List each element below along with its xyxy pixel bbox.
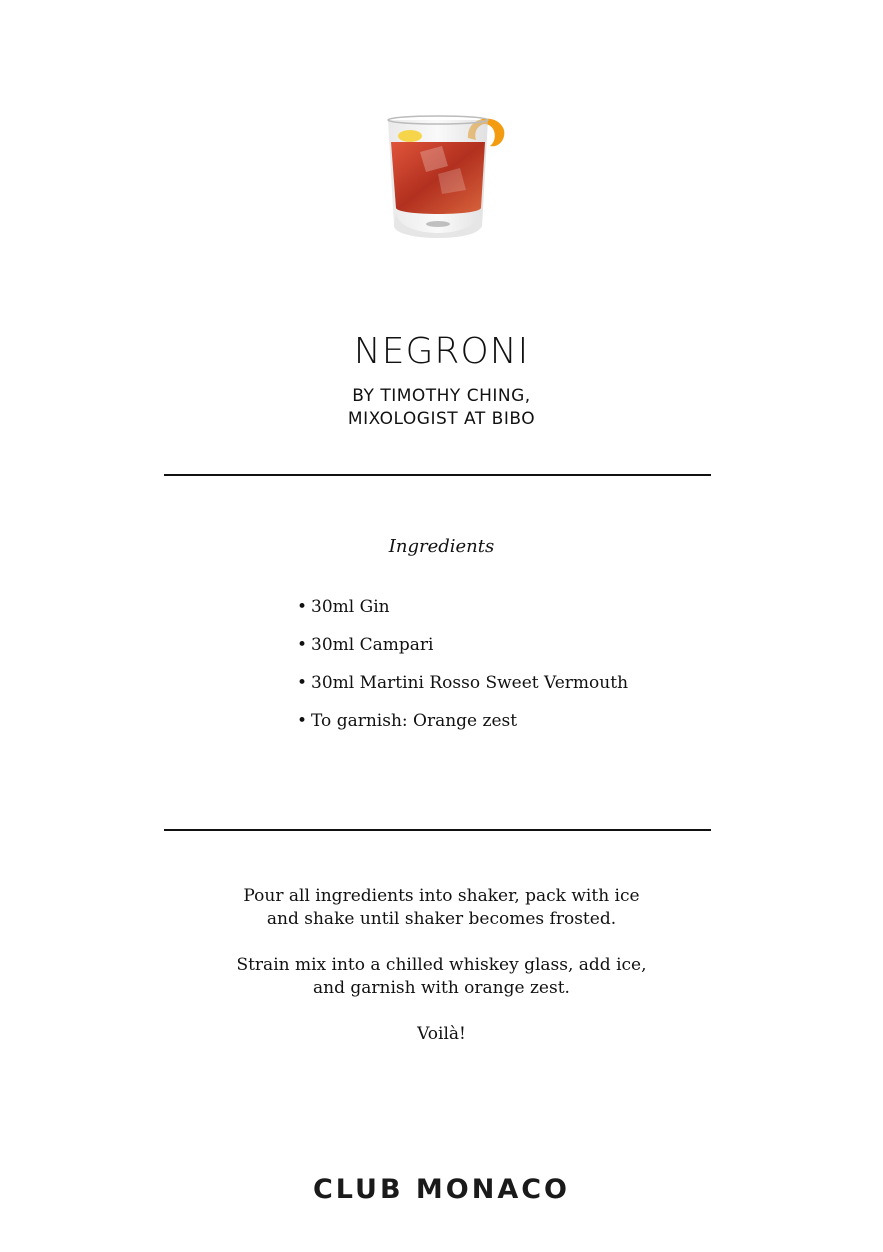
method-line: Strain mix into a chilled whiskey glass, add ice, xyxy=(236,955,647,975)
bullet-icon: • xyxy=(297,673,308,693)
bullet-icon: • xyxy=(297,635,308,655)
divider xyxy=(164,829,711,831)
page-title: NEGRONI xyxy=(353,331,530,372)
list-item xyxy=(297,594,628,632)
ingredients-list xyxy=(297,594,628,746)
method-step xyxy=(0,885,883,931)
ingredient-text: 30ml Martini Rosso Sweet Vermouth xyxy=(311,673,629,693)
divider xyxy=(164,474,711,476)
ingredients-heading: Ingredients xyxy=(388,536,495,557)
bullet-icon: • xyxy=(297,597,308,617)
byline-line: MIXOLOGIST AT BIBO xyxy=(347,409,536,429)
method-step xyxy=(0,954,883,1000)
ingredient-text: To garnish: Orange zest xyxy=(311,711,518,731)
brand-logo: CLUB MONACO xyxy=(312,1174,571,1205)
ingredient-text: 30ml Campari xyxy=(311,635,434,655)
list-item xyxy=(297,632,628,670)
method-line: and garnish with orange zest. xyxy=(313,978,570,998)
method-line: Voilà! xyxy=(417,1024,466,1044)
method-step xyxy=(0,1023,883,1046)
list-item xyxy=(297,708,628,746)
recipe-byline xyxy=(0,385,883,431)
method-line: and shake until shaker becomes frosted. xyxy=(266,909,617,929)
method-line: Pour all ingredients into shaker, pack with ice xyxy=(243,886,640,906)
ingredient-text: 30ml Gin xyxy=(311,597,390,617)
negroni-glass-icon xyxy=(380,108,510,248)
bullet-icon: • xyxy=(297,711,308,731)
list-item xyxy=(297,670,628,708)
method-instructions xyxy=(0,885,883,1069)
byline-line: BY TIMOTHY CHING, xyxy=(352,386,531,406)
